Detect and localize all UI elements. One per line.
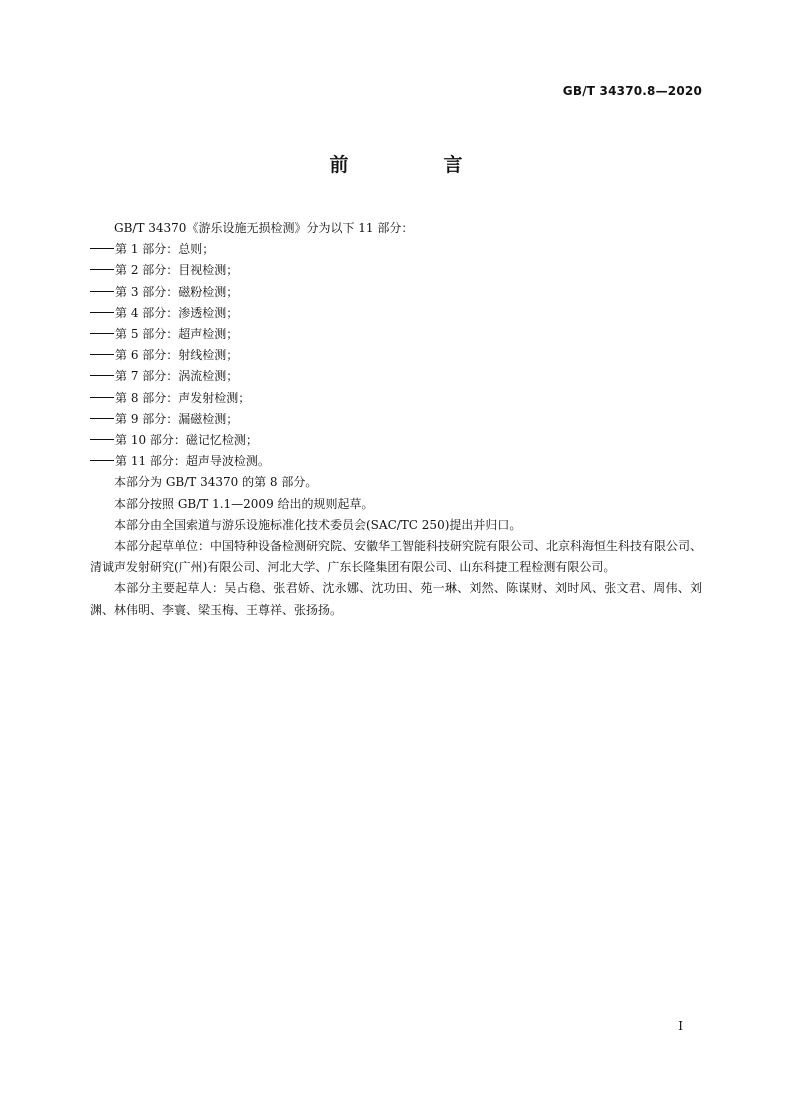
drafters-paragraph: 本部分主要起草人：吴占稳、张君娇、沈永娜、沈功田、苑一琳、刘然、陈谋财、刘时风、张文君、周伟、刘渊、林伟明、李寰、梁玉梅、王尊祥、张扬扬。 — [90, 581, 702, 617]
list-item — [90, 260, 702, 281]
list-item — [90, 388, 702, 409]
list-item — [90, 239, 702, 260]
dash-mark — [90, 291, 114, 292]
list-item-text: 第 2 部分：目视检测； — [115, 263, 239, 278]
part-of-paragraph: 本部分为 GB/T 34370 的第 8 部分。 — [114, 475, 318, 490]
dash-mark — [90, 460, 114, 461]
list-item-text: 第 8 部分：声发射检测； — [115, 390, 251, 405]
drafting-units-paragraph: 本部分起草单位：中国特种设备检测研究院、安徽华工智能科技研究院有限公司、北京科海恒生科技有限公司、清诚声发射研究(广州)有限公司、河北大学、广东长隆集团有限公司、山东科捷工程检测有限公司。 — [90, 539, 703, 575]
dash-mark — [90, 269, 114, 270]
list-item — [90, 451, 702, 472]
dash-mark — [90, 333, 114, 334]
list-item-text: 第 10 部分：磁记忆检测； — [115, 433, 258, 448]
dash-mark — [90, 439, 114, 440]
parts-list — [90, 239, 702, 472]
proposed-by-paragraph: 本部分由全国索道与游乐设施标准化技术委员会(SAC/TC 250)提出并归口。 — [114, 517, 522, 532]
list-item-text: 第 1 部分：总则； — [115, 242, 215, 257]
drafting-rule-paragraph: 本部分按照 GB/T 1.1—2009 给出的规则起草。 — [114, 496, 374, 511]
intro-paragraph: GB/T 34370《游乐设施无损检测》分为以下 11 部分： — [114, 221, 414, 235]
list-item-text: 第 6 部分：射线检测； — [115, 348, 239, 363]
list-item-text: 第 9 部分：漏磁检测； — [115, 411, 239, 426]
list-item-text: 第 4 部分：渗透检测； — [115, 305, 239, 320]
list-item — [90, 303, 702, 324]
list-item-text: 第 11 部分：超声导波检测。 — [115, 454, 270, 469]
page-number: I — [678, 1019, 683, 1033]
dash-mark — [90, 354, 114, 355]
list-item-text: 第 3 部分：磁粉检测； — [115, 284, 239, 299]
dash-mark — [90, 418, 114, 419]
standard-code: GB/T 34370.8—2020 — [562, 84, 702, 98]
page-title: 前 言 — [329, 154, 501, 176]
list-item — [90, 345, 702, 366]
list-item — [90, 366, 702, 387]
dash-mark — [90, 397, 114, 398]
list-item-text: 第 7 部分：涡流检测； — [115, 369, 239, 384]
list-item — [90, 430, 702, 451]
list-item — [90, 324, 702, 345]
dash-mark — [90, 312, 114, 313]
dash-mark — [90, 248, 114, 249]
list-item — [90, 409, 702, 430]
list-item-text: 第 5 部分：超声检测； — [115, 327, 239, 342]
dash-mark — [90, 375, 114, 376]
foreword-body — [90, 218, 702, 621]
list-item — [90, 282, 702, 303]
